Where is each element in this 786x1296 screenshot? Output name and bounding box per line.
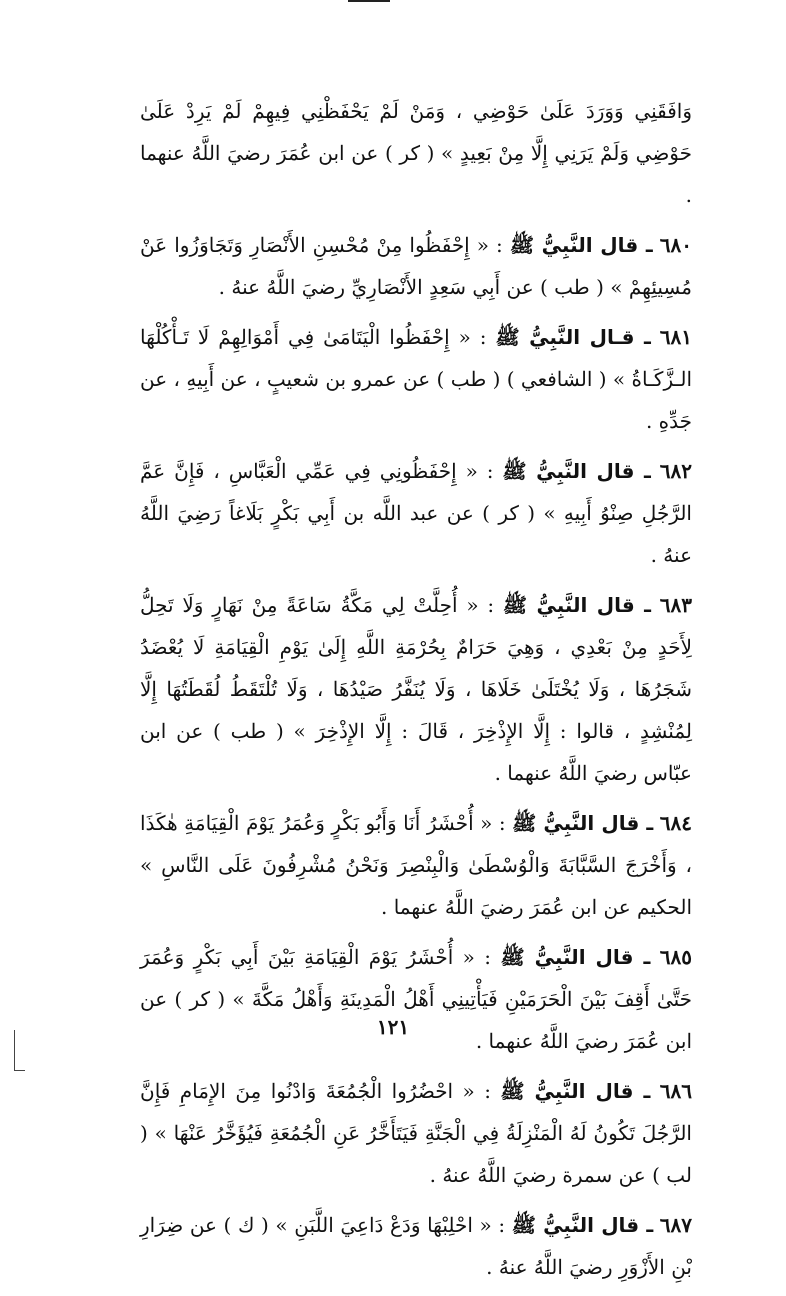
hadith-lead: ـ xyxy=(634,593,651,617)
hadith-683 xyxy=(140,584,692,794)
hadith-687 xyxy=(140,1204,692,1288)
hadith-lead-text: قال النَّبِيُّ ﷺ xyxy=(512,811,640,835)
page-number: ١٢١ xyxy=(376,1015,410,1039)
page-body xyxy=(140,90,692,1296)
corner-mark xyxy=(14,1030,25,1071)
hadith-text: : « إِحْفَظُونِي فِي عَمِّي الْعَبَّاسِ ، فَإِنَّ عَمَّ الرَّجُلِ صِنْوُ أَبِيهِ » ( كر ) عن عبد اللَّه بن أَبِي بَكْرٍ بَلَاغاً رَضِيَ اللَّهُ عنهُ . xyxy=(140,459,692,567)
hadith-lead: ـ xyxy=(639,811,654,835)
hadith-number: ٦٨٧ xyxy=(659,1213,693,1237)
hadith-lead-text: قـال النَّبِيُّ ﷺ xyxy=(495,325,635,349)
hadith-680 xyxy=(140,224,692,308)
hadith-text: : « إِحْفَظُوا مِنْ مُحْسِنِ الأَنْصَارِ وَتَجَاوَزُوا عَنْ مُسِيئِهِمْ » ( طب ) عن أَبِي سَعِدٍ الأَنْصَارِيِّ رضيَ اللَّهُ عنهُ . xyxy=(140,233,692,299)
hadith-681 xyxy=(140,316,692,442)
hadith-number: ٦٨٦ xyxy=(659,1079,692,1103)
hadith-lead: ـ xyxy=(638,233,653,257)
hadith-number: ٦٨٤ xyxy=(659,811,692,835)
top-rule xyxy=(348,0,390,2)
hadith-679-tail: وَافَقَنِي وَوَرَدَ عَلَىٰ حَوْضِي ، وَمَنْ لَمْ يَحْفَظْنِي فِيهِمْ لَمْ يَرِدْ عَلَىٰ حَوْضِي وَلَمْ يَرَنِي إِلَّا مِنْ بَعِيدٍ » ( كر ) عن ابن عُمَرَ رضيَ اللَّهُ عنهما . xyxy=(140,99,692,207)
hadith-lead: ـ xyxy=(634,459,651,483)
hadith-number: ٦٨٠ xyxy=(659,233,692,257)
hadith-number: ٦٨٢ xyxy=(659,459,692,483)
hadith-685 xyxy=(140,936,692,1062)
hadith-lead-text: قال النَّبِيُّ ﷺ xyxy=(500,945,634,969)
hadith-lead-text: قال النَّبِيُّ ﷺ xyxy=(509,233,639,257)
hadith-lead-text: قال النَّبِيُّ ﷺ xyxy=(500,1079,634,1103)
hadith-lead: ـ xyxy=(633,1079,651,1103)
hadith-text: : « احْلِبْهَا وَدَعْ دَاعِيَ اللَّبَنِ » ( ك ) عن ضِرَارِ بْنِ الأَزْوَرِ رضيَ اللَّهُ عنهُ . xyxy=(140,1213,692,1279)
hadith-text: : « أُحْشَرُ أَنَا وَأَبُو بَكْرٍ وَعُمَرُ يَوْمَ الْقِيَامَةِ هٰكَذَا ، وَأَخْرَجَ السَّبَّابَةَ وَالْوُسْطَىٰ وَالْبِنْصِرَ وَنَحْنُ مُشْرِفُونَ عَلَى النَّاسِ » الحكيم عن ابن عُمَرَ رضيَ اللَّهُ عنهما . xyxy=(140,811,692,919)
hadith-number: ٦٨١ xyxy=(659,325,693,349)
hadith-682 xyxy=(140,450,692,576)
hadith-lead: ـ xyxy=(639,1213,654,1237)
hadith-text: : « إِحْفَظُوا الْيَتَامَىٰ فِي أَمْوَالِهِمْ لَا تَـأْكُلْهَا الـزَّكَـاةُ » ( الشافعي ) ( طب ) عن عمرو بن شعيبٍ ، عن أَبِيهِ ، عن جَدِّهِ . xyxy=(139,325,692,433)
hadith-lead: ـ xyxy=(634,325,651,349)
hadith-lead-text: قال النَّبِيُّ ﷺ xyxy=(502,593,635,617)
hadith-text: : « أُحْشَرُ يَوْمَ الْقِيَامَةِ بَيْنَ أَبِي بَكْرٍ وَعُمَرَ حَتَّىٰ أَقِفَ بَيْنَ الْحَرَمَيْنِ فَيَأْتِينِي أَهْلُ الْمَدِينَةِ وَأَهْلُ مَكَّةَ » ( كر ) عن ابن عُمَرَ رضيَ اللَّهُ عنهما . xyxy=(140,945,693,1053)
hadith-text: : « أُحِلَّتْ لِي مَكَّةُ سَاعَةً مِنْ نَهَارٍ وَلَا تَحِلُّ لِأَحَدٍ مِنْ بَعْدِي ، وَهِيَ حَرَامٌ بِحُرْمَةِ اللَّهِ إِلَىٰ يَوْمِ الْقِيَامَةِ لَا يُعْضَدُ شَجَرُهَا ، وَلَا يُخْتَلَىٰ خَلَاهَا ، وَلَا يُنَفَّرُ صَيْدُهَا ، وَلَا تُلْتَقَطُ لُقَطَتُهَا إِلَّا لِمُنْشِدٍ ، قالوا : إِلَّا الإِذْخِرَ ، قَالَ : إِلَّا الإِذْخِرَ » ( طب ) عن ابن عبّاس رضيَ اللَّهُ عنهما . xyxy=(140,593,692,785)
hadith-684 xyxy=(140,802,692,928)
hadith-number: ٦٨٣ xyxy=(659,593,693,617)
hadith-number: ٦٨٥ xyxy=(659,945,692,969)
hadith-lead-text: قال النَّبِيُّ ﷺ xyxy=(502,459,635,483)
hadith-lead-text: قال النَّبِيُّ ﷺ xyxy=(511,1213,640,1237)
hadith-text: : « احْضُرُوا الْجُمُعَةَ وَادْنُوا مِنَ الإِمَامِ فَإِنَّ الرَّجُلَ تَكُونُ لَهُ الْمَنْزِلَةُ فِي الْجَنَّةِ فَيَتَأَخَّرُ عَنِ الْجُمُعَةِ فَيُؤَخَّرُ عَنْهَا » ( لب ) عن سمرة رضيَ اللَّهُ عنهُ . xyxy=(140,1079,692,1187)
hadith-lead: ـ xyxy=(633,945,651,969)
hadith-686 xyxy=(140,1070,692,1196)
